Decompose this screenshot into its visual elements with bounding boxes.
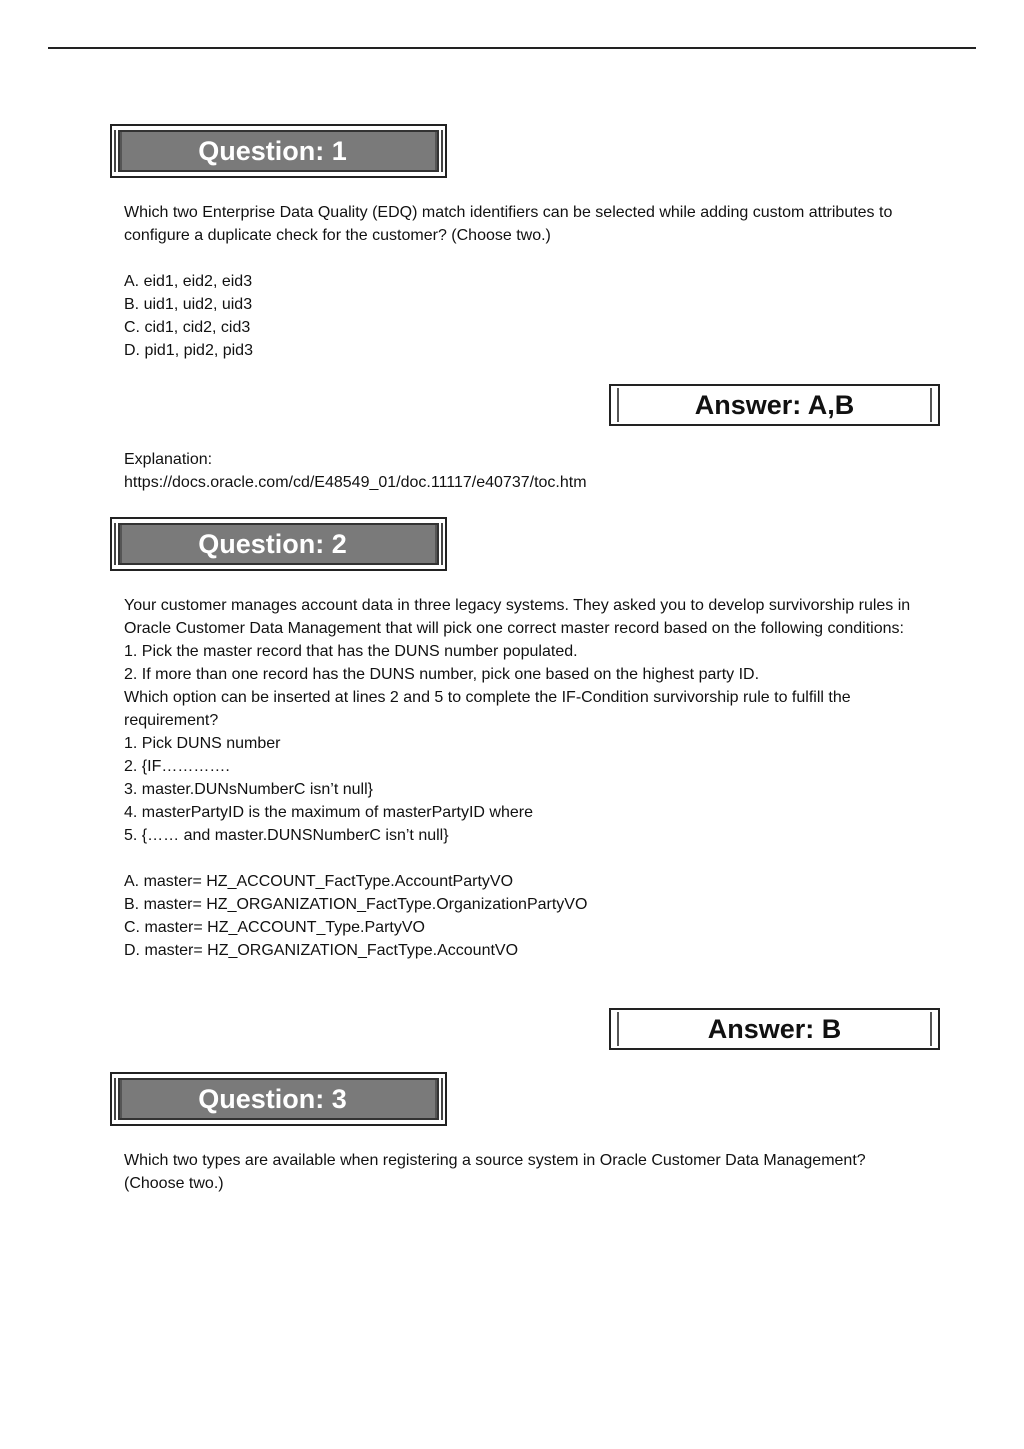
question-1-title: Question: 1: [198, 135, 347, 166]
question-3-body: [124, 1149, 914, 1195]
question-1-option-d: D. pid1, pid2, pid3: [124, 342, 253, 359]
question-1-answer-box: [609, 384, 940, 426]
question-1-stem: Which two Enterprise Data Quality (EDQ) match identifiers can be selected while adding custom attributes to configure a duplicate check for the customer? (Choose two.): [124, 204, 893, 244]
question-3-header: [110, 1072, 447, 1126]
question-3-stem: Which two types are available when registering a source system in Oracle Customer Data Management? (Choose two.): [124, 1152, 866, 1192]
question-1-option-b: B. uid1, uid2, uid3: [124, 296, 253, 313]
question-2-option-b: B. master= HZ_ORGANIZATION_FactType.OrganizationPartyVO: [124, 896, 588, 913]
top-divider: [48, 47, 976, 49]
question-2-condition-1: 1. Pick the master record that has the DUNS number populated.: [124, 643, 578, 660]
question-2-body: [124, 594, 914, 962]
question-1-option-c: C. cid1, cid2, cid3: [124, 319, 251, 336]
explanation-label: Explanation:: [124, 451, 213, 468]
question-2-stem: Your customer manages account data in three legacy systems. They asked you to develop survivorship rules in Oracle Customer Data Management that will pick one correct master record based on the following conditions:: [124, 597, 911, 637]
question-2-condition-2: 2. If more than one record has the DUNS number, pick one based on the highest party ID.: [124, 666, 760, 683]
explanation-link[interactable]: https://docs.oracle.com/cd/E48549_01/doc.11117/e40737/toc.htm: [124, 474, 587, 491]
question-2-answer: Answer: B: [707, 1013, 842, 1044]
question-2-code-line-2: 2. {IF………….: [124, 758, 230, 775]
question-2-title: Question: 2: [198, 528, 347, 559]
question-2-header: [110, 517, 447, 571]
question-1-header: [110, 124, 447, 178]
question-1-answer: Answer: A,B: [694, 389, 855, 420]
question-3-title: Question: 3: [198, 1083, 347, 1114]
question-2-answer-box: [609, 1008, 940, 1050]
question-2-code-line-3: 3. master.DUNsNumberC isn’t null}: [124, 781, 373, 798]
question-1-option-a: A. eid1, eid2, eid3: [124, 273, 253, 290]
question-2-code-line-4: 4. masterPartyID is the maximum of masterPartyID where: [124, 804, 533, 821]
question-2-code-line-1: 1. Pick DUNS number: [124, 735, 281, 752]
question-1-explanation: [124, 448, 914, 494]
question-2-option-a: A. master= HZ_ACCOUNT_FactType.AccountPartyVO: [124, 873, 514, 890]
question-2-code-line-5: 5. {…… and master.DUNSNumberC isn’t null}: [124, 827, 449, 844]
question-2-prompt: Which option can be inserted at lines 2 and 5 to complete the IF-Condition survivorship rule to fulfill the requirement?: [124, 689, 851, 729]
question-2-option-d: D. master= HZ_ORGANIZATION_FactType.AccountVO: [124, 942, 519, 959]
question-2-option-c: C. master= HZ_ACCOUNT_Type.PartyVO: [124, 919, 425, 936]
question-1-body: [124, 201, 914, 362]
